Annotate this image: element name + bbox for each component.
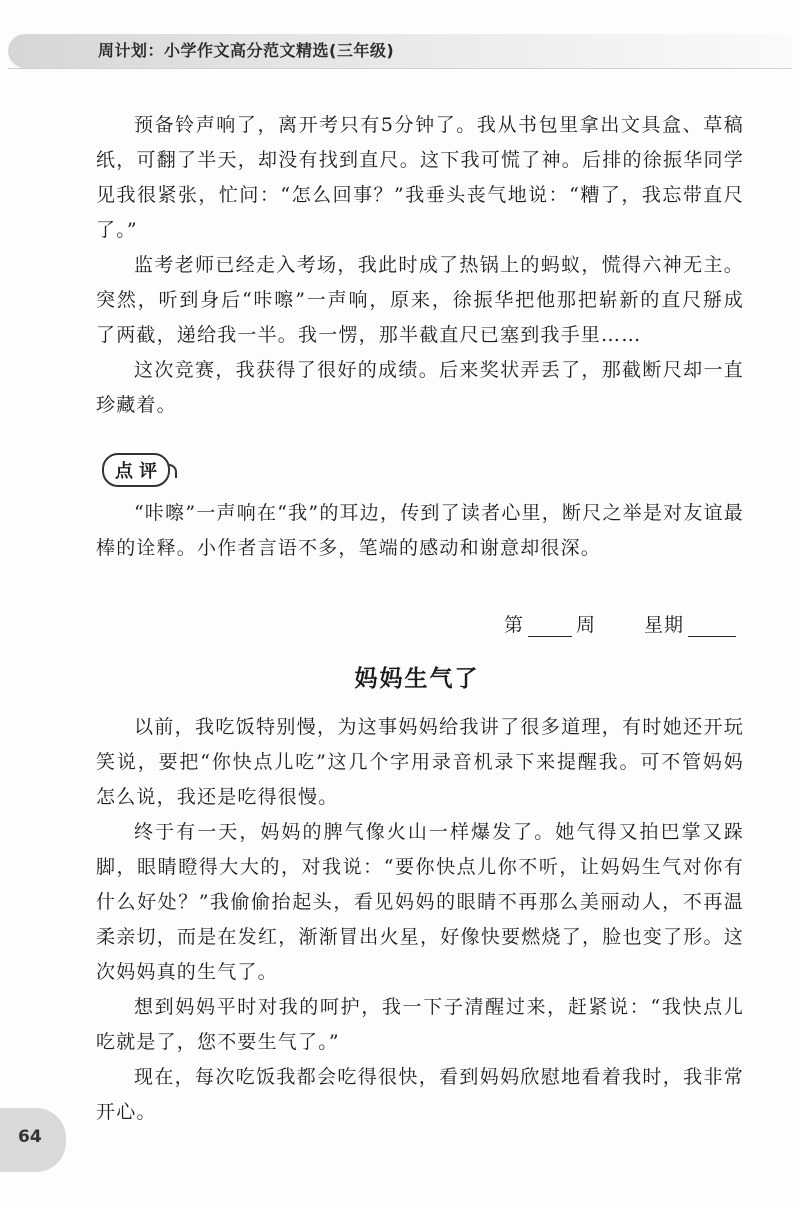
essay-paragraph-3: 想到妈妈平时对我的呵护，我一下子清醒过来，赶紧说：“我快点儿吃就是了，您不要生气了。” <box>96 996 744 1053</box>
weekday-label: 星期 <box>643 614 684 636</box>
week-prefix: 第 <box>503 614 524 636</box>
weekday-blank <box>688 614 736 637</box>
page-number: 64 <box>18 1127 42 1147</box>
essay-paragraph-1: 以前，我吃饭特别慢，为这事妈妈给我讲了很多道理，有时她还开玩笑说，要把“你快点儿吃”这几个字用录音机录下来提醒我。可不管妈妈怎么说，我还是吃得很慢。 <box>96 716 744 808</box>
comment-section <box>96 496 744 566</box>
story-continuation <box>96 108 744 423</box>
essay-paragraph-4: 现在，每次吃饭我都会吃得很快，看到妈妈欣慰地看着我时，我非常开心。 <box>96 1066 744 1123</box>
schedule-line <box>504 610 736 637</box>
week-blank <box>528 614 572 637</box>
week-suffix: 周 <box>575 614 596 636</box>
comment-text: “咔嚓”一声响在“我”的耳边，传到了读者心里，断尺之举是对友谊最棒的诠释。小作者言语不多，笔端的感动和谢意却很深。 <box>96 502 744 559</box>
comment-badge: 点评 <box>102 453 170 487</box>
story1-paragraph-1: 预备铃声响了，离开考只有5分钟了。我从书包里拿出文具盒、草稿纸，可翻了半天，却没有找到直尺。这下我可慌了神。后排的徐振华同学见我很紧张，忙问：“怎么回事？”我垂头丧气地说：“糟了，我忘带直尺了。” <box>96 114 744 241</box>
story1-paragraph-3: 这次竞赛，我获得了很好的成绩。后来奖状弄丢了，那截断尺却一直珍藏着。 <box>96 359 744 416</box>
running-header: 周计划：小学作文高分范文精选(三年级) <box>98 41 395 60</box>
comment-badge-tail <box>169 464 177 478</box>
essay-paragraph-2: 终于有一天，妈妈的脾气像火山一样爆发了。她气得又拍巴掌又跺脚，眼睛瞪得大大的，对我说：“要你快点儿你不听，让妈妈生气对你有什么好处？”我偷偷抬起头，看见妈妈的眼睛不再那么美丽动人，不再温柔亲切，而是在发红，渐渐冒出火星，好像快要燃烧了，脸也变了形。这次妈妈真的生气了。 <box>96 821 744 983</box>
header-divider <box>8 68 792 69</box>
story1-paragraph-2: 监考老师已经走入考场，我此时成了热锅上的蚂蚁，慌得六神无主。突然，听到身后“咔嚓”一声响，原来，徐振华把他那把崭新的直尺掰成了两截，递给我一半。我一愣，那半截直尺已塞到我手里…… <box>96 254 744 346</box>
essay-body <box>96 710 744 1130</box>
essay-title: 妈妈生气了 <box>354 666 480 692</box>
